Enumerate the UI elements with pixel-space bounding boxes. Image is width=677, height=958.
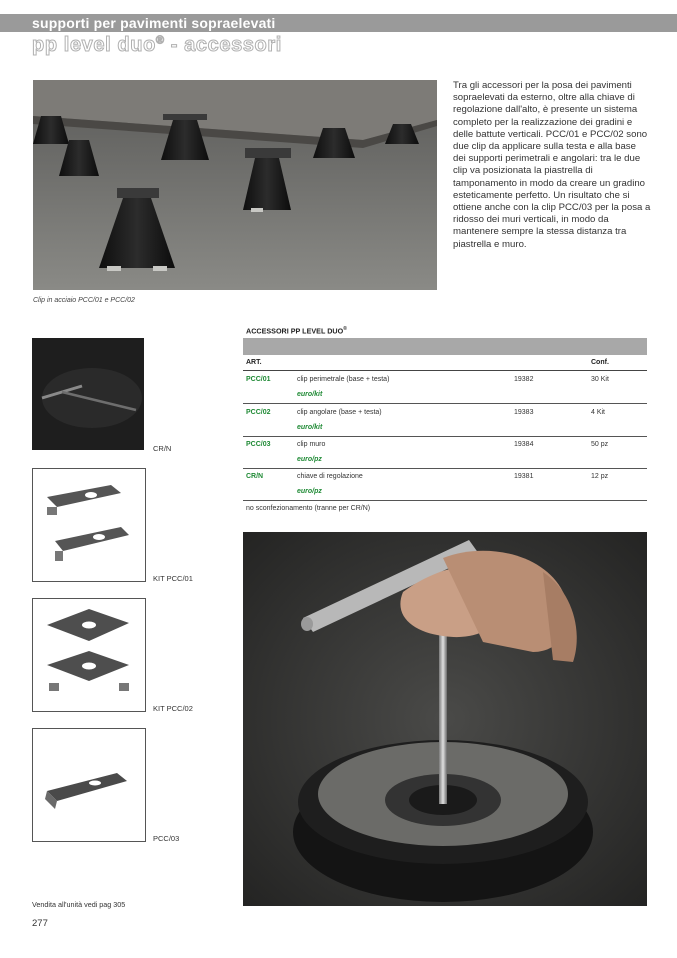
table-header-bar <box>243 338 647 355</box>
row-price-unit: euro/kit <box>297 391 323 398</box>
thumbnail-kit-pcc01 <box>32 468 146 582</box>
page-number: 277 <box>32 918 48 929</box>
row-code: CR/N <box>246 473 264 480</box>
row-desc: clip angolare (base + testa) <box>297 409 382 416</box>
thumbnail-label-pcc02: KIT PCC/02 <box>153 704 193 713</box>
table-row <box>243 436 647 469</box>
row-number: 19382 <box>514 376 534 383</box>
row-number: 19381 <box>514 473 534 480</box>
table-row <box>243 371 647 404</box>
row-code: PCC/03 <box>246 441 271 448</box>
table-title-text: ACCESSORI PP LEVEL DUO <box>246 326 344 336</box>
row-price-unit: euro/pz <box>297 456 322 463</box>
table-row <box>243 404 647 437</box>
page-title-text: pp level duo <box>32 34 156 56</box>
row-conf: 4 Kit <box>591 409 606 416</box>
row-conf: 30 Kit <box>591 376 609 383</box>
row-conf: 50 pz <box>591 441 609 448</box>
table-column-headers <box>243 355 647 371</box>
thumbnail-pcc03 <box>32 728 146 842</box>
header-bar <box>0 14 677 32</box>
thumbnail-label-pcc01: KIT PCC/01 <box>153 574 193 583</box>
intro-text: Tra gli accessori per la posa dei pavimenti sopraelevati da esterno, oltre alla chiave di regolazione dall'alto, è presente un sistema completo per la realizzazione dei gradini e delle battute verticali. PCC/01 e PCC/02 sono due clip da applicare sulla testa e alla base dei supporti perimetrali e angolari: tra le due clip va posizionata la piastrella di tamponamento in modo da creare un gradino esteticamente perfetto. Un risultato che si ottiene anche con la clip PCC/03 per la posa a ridosso dei muri verticali, in modo da mantenere sempre la stessa distanza tra piastrella e muro. <box>453 80 651 250</box>
registered-mark: ® <box>155 34 165 47</box>
page-title-suffix: - accessori <box>164 34 282 56</box>
row-price-unit: euro/pz <box>297 488 322 495</box>
row-code: PCC/02 <box>246 409 271 416</box>
row-desc: clip muro <box>297 441 326 448</box>
category-title: supporti per pavimenti sopraelevati <box>32 15 276 31</box>
table-title-mark: ® <box>343 326 347 332</box>
col-conf: Conf. <box>591 359 609 366</box>
product-photo <box>243 532 647 906</box>
thumbnail-label-crn: CR/N <box>153 444 172 453</box>
row-conf: 12 pz <box>591 473 609 480</box>
row-desc: clip perimetrale (base + testa) <box>297 376 390 383</box>
row-number: 19384 <box>514 441 534 448</box>
table-note: no sconfezionamento (tranne per CR/N) <box>246 505 371 512</box>
row-code: PCC/01 <box>246 376 271 383</box>
row-number: 19383 <box>514 409 534 416</box>
row-desc: chiave di regolazione <box>297 473 363 480</box>
page-title <box>32 34 282 57</box>
col-art: ART. <box>246 359 262 366</box>
footnote: Vendita all'unità vedi pag 305 <box>32 900 126 909</box>
table-title <box>246 326 347 335</box>
table-row <box>243 468 647 501</box>
thumbnail-label-pcc03: PCC/03 <box>153 834 180 843</box>
hero-caption: Clip in acciaio PCC/01 e PCC/02 <box>33 297 135 304</box>
row-price-unit: euro/kit <box>297 424 323 431</box>
thumbnail-kit-pcc02 <box>32 598 146 712</box>
thumbnail-crn <box>32 338 144 450</box>
hero-photo <box>33 80 437 290</box>
